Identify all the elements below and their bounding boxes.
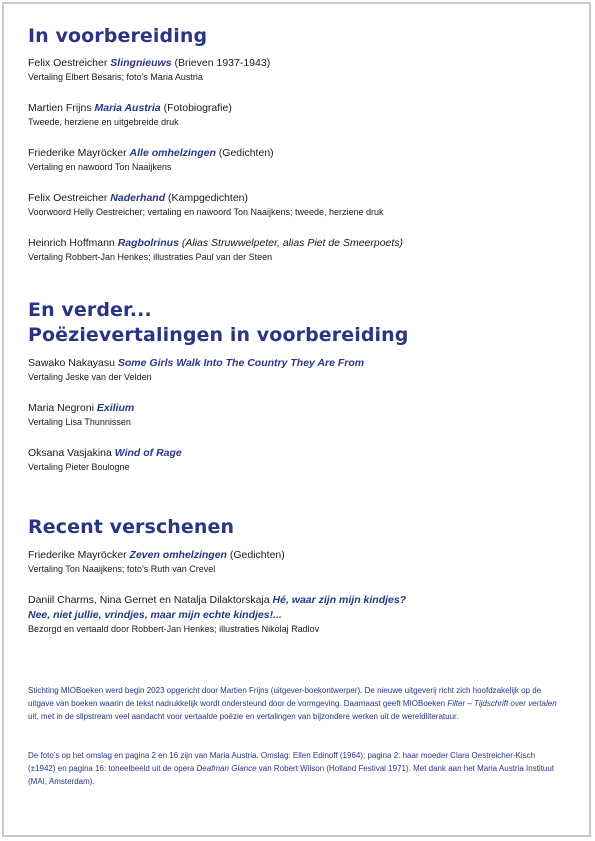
book-credit: Vertaling Lisa Thunnissen bbox=[28, 417, 131, 427]
book-entry bbox=[28, 191, 573, 219]
photo-credits-note: De foto’s op het omslag en pagina 2 en 16 zijn van Maria Austria. Omslag: Ellen Edinoff (1964); pagina 2: haar moeder Clara Oestreicher-Kisch (±1942) en pagina 16: toneelbeeld uit de opera Deafman Glance van Robert Wilson (Holland Festival 1971). Met dank aan het Maria Austria Instituut (MAI, Amsterdam). bbox=[28, 751, 555, 786]
book-genre: (Gedichten) bbox=[226, 549, 285, 561]
book-entry bbox=[28, 446, 573, 474]
book-credit: Vertaling Ton Naaijkens; foto’s Ruth van Crevel bbox=[28, 564, 216, 574]
book-credit: Vertaling Pieter Boulogne bbox=[28, 462, 130, 472]
book-credit: Vertaling en nawoord Ton Naaijkens bbox=[28, 162, 172, 172]
book-title: Alle omhelzingen bbox=[129, 147, 216, 159]
section-title-recently-published: Recent verschenen bbox=[28, 516, 235, 538]
book-genre: (Gedichten) bbox=[215, 147, 274, 159]
book-entry bbox=[28, 236, 573, 264]
book-credit: Vertaling Robbert-Jan Henkes; illustraties Paul van der Steen bbox=[28, 252, 273, 262]
book-entry bbox=[28, 101, 573, 129]
book-author: Sawako Nakayasu bbox=[28, 357, 118, 369]
book-author: Daniil Charms, Nina Gernet en Natalja Dilaktorskaja bbox=[28, 594, 273, 606]
book-credit: Voorwoord Helly Oestreicher; vertaling en nawoord Ton Naaijkens; tweede, herziene druk bbox=[28, 207, 384, 217]
book-entry bbox=[28, 401, 573, 429]
book-title: Hé, waar zijn mijn kindjes? bbox=[272, 594, 407, 606]
book-genre: (Fotobiografie) bbox=[160, 102, 232, 114]
book-author: Friederike Mayröcker bbox=[28, 549, 130, 561]
publisher-note: Stichting MIOBoeken werd begin 2023 opgericht door Martien Frijns (uitgever-boekontwerper). De nieuwe uitgeverij richt zich hoofdzakelijk op de uitgave van boeken waarin de tekst nadrukkelijk wordt ondersteund door de vormgeving. Daarnaast geeft MIOBoeken Filter – Tijdschrift over vertalen uit, met in de slipstream veel aandacht voor vertaalde poëzie en vertalingen van bijzondere werken uit de wereldliteratuur. bbox=[28, 686, 557, 721]
book-credit: Tweede, herziene en uitgebreide druk bbox=[28, 117, 179, 127]
book-author: Felix Oestreicher bbox=[28, 57, 111, 69]
book-title-continuation: Nee, niet jullie, vrindjes, maar mijn echte kindjes!... bbox=[28, 609, 282, 621]
book-genre: (Kampgedichten) bbox=[165, 192, 249, 204]
section-title-in-preparation: In voorbereiding bbox=[28, 25, 208, 47]
book-genre: (Brieven 1937-1943) bbox=[171, 57, 271, 69]
book-credit: Bezorgd en vertaald door Robbert-Jan Henkes; illustraties Nikolaj Radlov bbox=[28, 624, 320, 634]
book-author: Maria Negroni bbox=[28, 402, 97, 414]
section-title-poetry-translations: Poëzievertalingen in voorbereiding bbox=[28, 324, 409, 346]
book-genre: (Alias Struwwelpeter, alias Piet de Smeerpoets) bbox=[178, 237, 404, 249]
book-title: Maria Austria bbox=[94, 102, 161, 114]
book-title: Exilium bbox=[96, 402, 135, 414]
book-title: Slingnieuws bbox=[110, 57, 172, 69]
book-title: Naderhand bbox=[110, 192, 166, 204]
book-author: Martien Frijns bbox=[28, 102, 95, 114]
book-title: Ragbolrinus bbox=[117, 237, 179, 249]
book-author: Felix Oestreicher bbox=[28, 192, 111, 204]
book-title: Zeven omhelzingen bbox=[129, 549, 227, 561]
book-credit: Vertaling Elbert Besaris; foto’s Maria Austria bbox=[28, 72, 203, 82]
book-entry bbox=[28, 593, 573, 636]
book-title: Some Girls Walk Into The Country They Are From bbox=[117, 357, 365, 369]
book-author: Heinrich Hoffmann bbox=[28, 237, 118, 249]
book-title: Wind of Rage bbox=[114, 447, 182, 459]
book-entry bbox=[28, 146, 573, 174]
book-author: Oksana Vasjakina bbox=[28, 447, 115, 459]
book-author: Friederike Mayröcker bbox=[28, 147, 130, 159]
book-entry bbox=[28, 548, 573, 576]
book-entry bbox=[28, 56, 573, 84]
section-title-further: En verder... bbox=[28, 299, 152, 321]
book-entry bbox=[28, 356, 573, 384]
book-credit: Vertaling Jeske van der Velden bbox=[28, 372, 152, 382]
